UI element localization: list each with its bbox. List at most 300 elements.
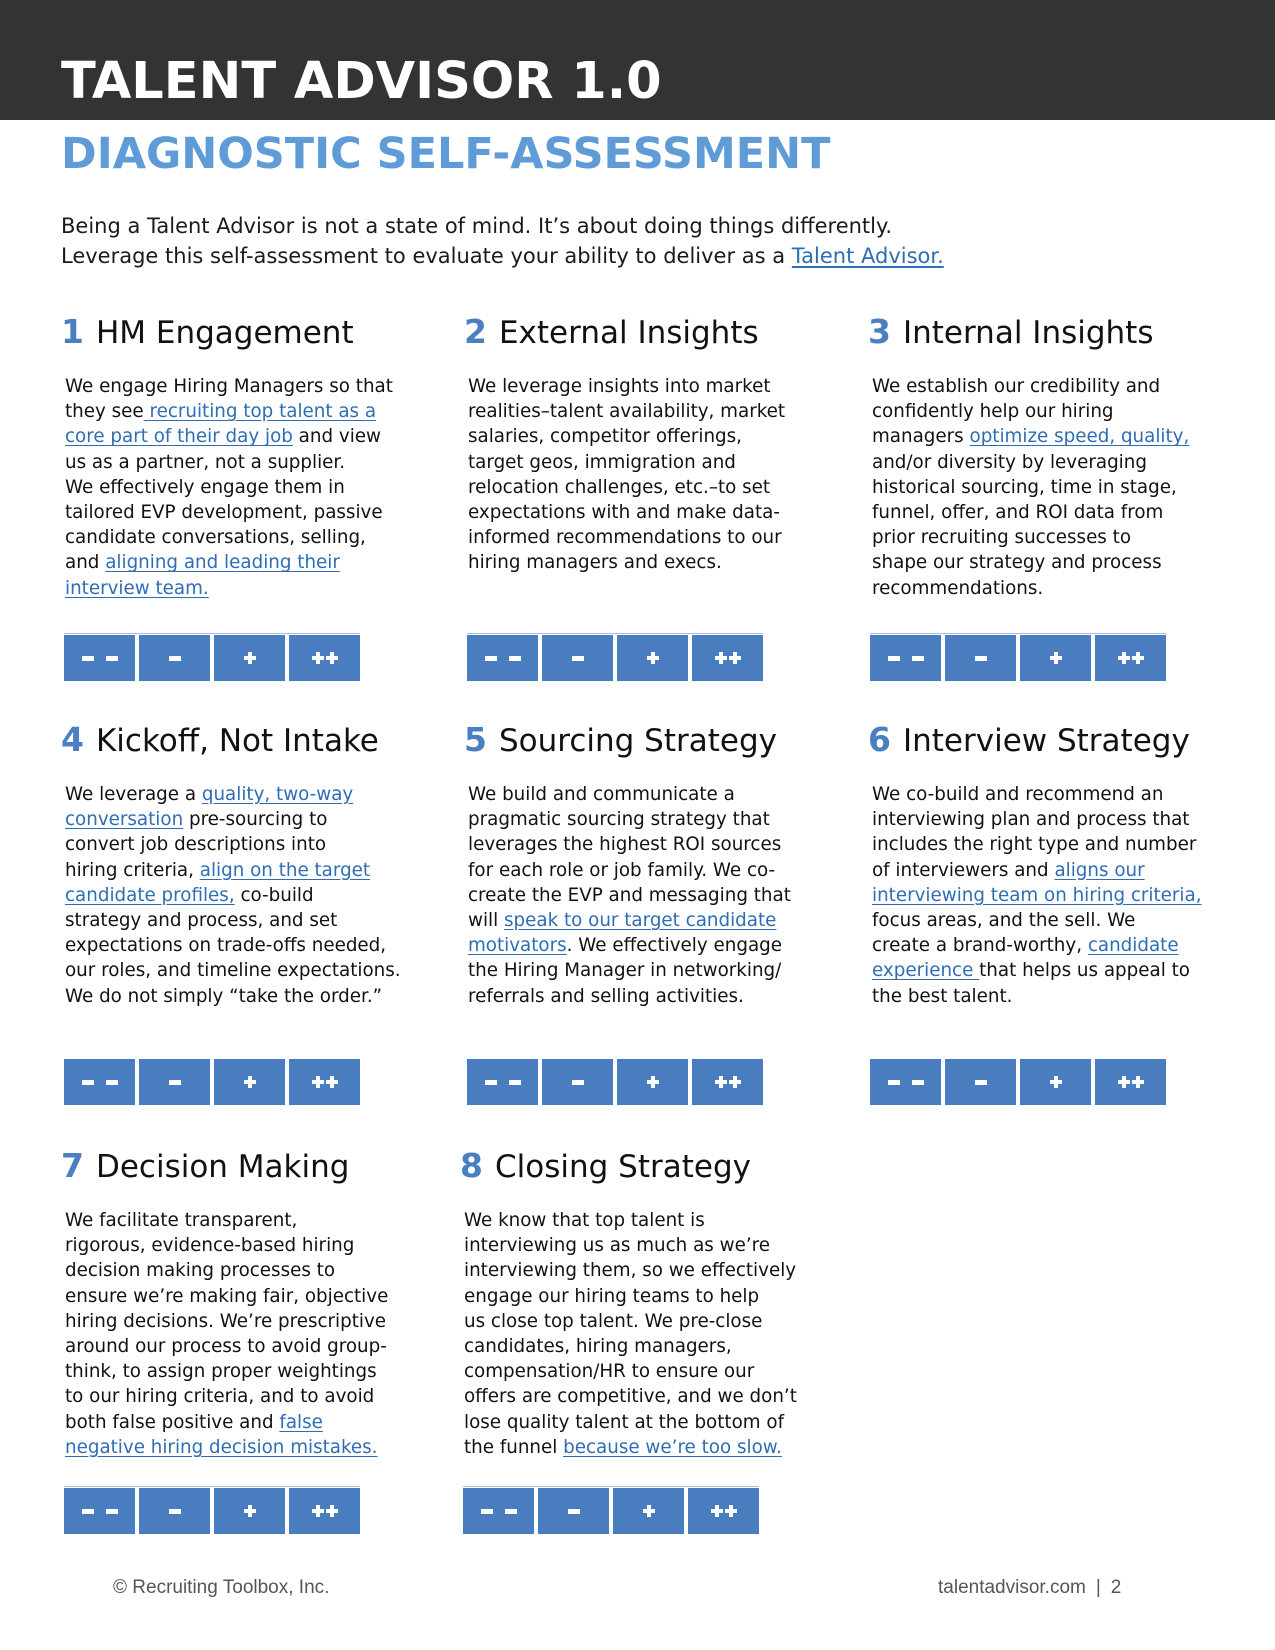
description-text: tailored EVP development, passive xyxy=(65,502,383,524)
plus-icon xyxy=(1050,652,1062,664)
inline-link[interactable]: motivators xyxy=(468,935,567,957)
description-line xyxy=(872,984,1232,1009)
description-line xyxy=(65,550,425,575)
description-text: offers are competitive, and we don’t xyxy=(464,1386,797,1408)
minus-icon xyxy=(106,1080,118,1085)
plus-icon xyxy=(643,1505,655,1517)
plus-icon xyxy=(715,652,727,664)
description-line xyxy=(468,424,828,449)
description-text: focus areas, and the sell. We xyxy=(872,910,1136,932)
description-line xyxy=(468,933,828,958)
section-card-6 xyxy=(868,720,1238,1007)
description-line xyxy=(464,1359,824,1384)
description-text: historical sourcing, time in stage, xyxy=(872,476,1177,498)
description-text: prior recruiting successes to xyxy=(872,527,1131,549)
section-heading xyxy=(868,720,1238,764)
description-line xyxy=(464,1334,824,1359)
description-text: We co-build and recommend an xyxy=(872,784,1164,805)
description-line xyxy=(65,858,425,883)
minus-icon xyxy=(82,1080,94,1085)
description-line xyxy=(872,908,1232,933)
description-text: interviewing them, so we effectively xyxy=(464,1260,797,1282)
minus-icon xyxy=(888,1080,900,1085)
section-number: 8 xyxy=(460,1146,483,1185)
description-line xyxy=(65,782,425,807)
plus-icon xyxy=(1050,1076,1062,1088)
intro-text xyxy=(61,211,1161,271)
description-line xyxy=(872,933,1232,958)
minus-icon xyxy=(82,656,94,661)
description-line xyxy=(65,374,425,399)
section-title: Interview Strategy xyxy=(902,723,1190,759)
section-card-3 xyxy=(868,312,1238,599)
minus-icon xyxy=(572,656,584,661)
minus-icon xyxy=(509,1080,521,1085)
rating-row-8 xyxy=(463,1486,759,1534)
description-text: We engage Hiring Managers so that xyxy=(65,376,393,397)
inline-link[interactable]: experience xyxy=(872,960,980,982)
rating-row-7 xyxy=(64,1486,360,1534)
description-text: hiring criteria, xyxy=(65,859,200,881)
description-line xyxy=(65,1284,425,1309)
description-line xyxy=(872,832,1232,857)
description-line xyxy=(464,1284,824,1309)
description-line xyxy=(65,1334,425,1359)
description-line xyxy=(468,399,828,424)
description-text: relocation challenges, etc.–to set xyxy=(468,476,771,498)
inline-link[interactable]: align on the target xyxy=(199,859,371,881)
plus-icon xyxy=(711,1505,723,1517)
description-text: us as a partner, not a supplier. xyxy=(65,451,346,473)
disagree-button[interactable] xyxy=(542,635,613,681)
description-line xyxy=(65,500,425,525)
section-card-4 xyxy=(61,720,431,1007)
section-number: 1 xyxy=(61,312,84,351)
description-line xyxy=(464,1208,824,1233)
description-line xyxy=(872,374,1232,399)
inline-link[interactable]: recruiting top talent as a xyxy=(143,401,377,423)
plus-icon xyxy=(1118,652,1130,664)
description-text: We build and communicate a xyxy=(468,784,735,805)
description-line xyxy=(464,1410,824,1435)
rating-row-4 xyxy=(64,1059,360,1105)
description-text: pragmatic sourcing strategy that xyxy=(468,809,770,831)
description-text: leverages the highest ROI sources xyxy=(468,834,782,856)
minus-icon xyxy=(481,1509,493,1514)
intro-line-2 xyxy=(61,241,1161,271)
description-text: the best talent. xyxy=(872,985,1013,1007)
intro-line-1: Being a Talent Advisor is not a state of mind. It’s about doing things differently. xyxy=(61,214,893,238)
section-number: 5 xyxy=(464,720,487,759)
section-title: HM Engagement xyxy=(95,315,354,351)
description-line xyxy=(468,500,828,525)
description-line xyxy=(65,1233,425,1258)
inline-link[interactable]: aligning and leading their xyxy=(105,552,340,574)
description-line xyxy=(872,424,1232,449)
description-line xyxy=(65,1309,425,1334)
description-text: the Hiring Manager in networking/ xyxy=(468,960,782,982)
strongly-disagree-button[interactable] xyxy=(467,635,538,681)
inline-link[interactable]: aligns our xyxy=(1054,859,1145,881)
description-line xyxy=(468,475,828,500)
description-text: We leverage insights into market xyxy=(468,376,771,397)
description-text: candidate conversations, selling, xyxy=(65,527,366,549)
section-number: 2 xyxy=(464,312,487,351)
description-line xyxy=(464,1258,824,1283)
description-text: to our hiring criteria, and to avoid xyxy=(65,1386,375,1408)
minus-icon xyxy=(485,1080,497,1085)
section-title: Closing Strategy xyxy=(494,1149,751,1185)
description-line xyxy=(65,525,425,550)
disagree-button[interactable] xyxy=(945,635,1016,681)
minus-icon xyxy=(975,656,987,661)
rating-row-2 xyxy=(467,633,763,681)
description-text: lose quality talent at the bottom of xyxy=(464,1411,785,1433)
section-heading xyxy=(61,312,431,356)
section-heading xyxy=(61,720,431,764)
description-line xyxy=(65,1410,425,1435)
description-text: and view xyxy=(292,426,381,448)
plus-icon xyxy=(1132,652,1144,664)
description-text: create a brand-worthy, xyxy=(872,935,1088,957)
description-text: We know that top talent is xyxy=(464,1210,705,1231)
description-line xyxy=(65,475,425,500)
description-line xyxy=(65,576,425,601)
description-text: both false positive and xyxy=(65,1411,280,1433)
description-text: . We effectively engage xyxy=(566,935,782,957)
strongly-agree-button[interactable] xyxy=(692,1059,763,1105)
description-line xyxy=(65,883,425,908)
description-line xyxy=(872,576,1232,601)
strongly-disagree-button[interactable] xyxy=(64,1488,135,1534)
disagree-button[interactable] xyxy=(139,1488,210,1534)
description-text: that helps us appeal to xyxy=(979,960,1190,982)
description-text: interviewing us as much as we’re xyxy=(464,1235,770,1257)
strongly-agree-button[interactable] xyxy=(289,1059,360,1105)
description-line xyxy=(65,908,425,933)
description-line xyxy=(65,958,425,983)
rating-row-5 xyxy=(467,1059,763,1105)
plus-icon xyxy=(312,652,324,664)
description-line xyxy=(468,908,828,933)
strongly-disagree-button[interactable] xyxy=(870,1059,941,1105)
description-line xyxy=(872,958,1232,983)
minus-icon xyxy=(106,656,118,661)
plus-icon xyxy=(715,1076,727,1088)
section-description xyxy=(464,1208,824,1460)
footer-copyright: © Recruiting Toolbox, Inc. xyxy=(113,1577,330,1598)
strongly-agree-button[interactable] xyxy=(289,1488,360,1534)
description-text: We leverage a xyxy=(65,784,202,805)
description-text: interviewing plan and process that xyxy=(872,809,1190,831)
description-text: realities–talent availability, market xyxy=(468,401,786,423)
description-line xyxy=(464,1309,824,1334)
description-text: expectations on trade-offs needed, xyxy=(65,935,387,957)
rating-row-1 xyxy=(64,633,360,681)
inline-link[interactable]: candidate xyxy=(1087,935,1179,957)
intro-line-2-text: Leverage this self-assessment to evaluate your ability to deliver as a xyxy=(61,244,792,268)
description-line xyxy=(468,525,828,550)
description-text: compensation/HR to ensure our xyxy=(464,1361,755,1383)
plus-icon xyxy=(729,652,741,664)
description-text: We facilitate transparent, xyxy=(65,1210,298,1231)
plus-icon xyxy=(312,1076,324,1088)
section-card-1 xyxy=(61,312,431,599)
description-text: pre-sourcing to xyxy=(183,809,328,831)
description-line xyxy=(65,424,425,449)
description-text: candidates, hiring managers, xyxy=(464,1336,732,1358)
description-text: decision making processes to xyxy=(65,1260,336,1282)
description-text: co-build xyxy=(234,884,314,906)
description-text: confidently help our hiring xyxy=(872,401,1114,423)
description-text: shape our strategy and process xyxy=(872,552,1162,574)
minus-icon xyxy=(505,1509,517,1514)
description-text: strategy and process, and set xyxy=(65,910,338,932)
footer-separator: | xyxy=(1095,1577,1101,1598)
inline-link[interactable]: candidate profiles, xyxy=(65,884,235,906)
description-line xyxy=(464,1233,824,1258)
description-text: includes the right type and number xyxy=(872,834,1197,856)
minus-icon xyxy=(572,1080,584,1085)
rating-row-6 xyxy=(870,1059,1166,1105)
inline-link[interactable]: because we’re too slow. xyxy=(563,1436,782,1458)
minus-icon xyxy=(888,656,900,661)
description-line xyxy=(468,858,828,883)
description-line xyxy=(872,807,1232,832)
description-text: and/or diversity by leveraging xyxy=(872,451,1147,473)
agree-button[interactable] xyxy=(613,1488,684,1534)
description-text: us close top talent. We pre-close xyxy=(464,1310,763,1332)
agree-button[interactable] xyxy=(214,635,285,681)
section-description xyxy=(468,374,828,576)
minus-icon xyxy=(485,656,497,661)
description-line xyxy=(468,450,828,475)
description-line xyxy=(468,550,828,575)
plus-icon xyxy=(1132,1076,1144,1088)
disagree-button[interactable] xyxy=(945,1059,1016,1105)
plus-icon xyxy=(647,652,659,664)
plus-icon xyxy=(729,1076,741,1088)
description-text: for each role or job family. We co- xyxy=(468,859,776,881)
strongly-disagree-button[interactable] xyxy=(870,635,941,681)
minus-icon xyxy=(169,1509,181,1514)
description-text: managers xyxy=(872,426,970,448)
inline-link[interactable]: quality, two-way xyxy=(201,784,354,805)
page-number: 2 xyxy=(1110,1577,1122,1598)
description-line xyxy=(65,1384,425,1409)
description-line xyxy=(872,475,1232,500)
section-title: Decision Making xyxy=(95,1149,350,1185)
description-text: informed recommendations to our xyxy=(468,527,782,549)
disagree-button[interactable] xyxy=(139,1059,210,1105)
strongly-agree-button[interactable] xyxy=(688,1488,759,1534)
plus-icon xyxy=(647,1076,659,1088)
description-line xyxy=(872,883,1232,908)
section-title: Internal Insights xyxy=(902,315,1154,351)
description-line xyxy=(65,1258,425,1283)
minus-icon xyxy=(912,1080,924,1085)
disagree-button[interactable] xyxy=(542,1059,613,1105)
inline-link[interactable]: conversation xyxy=(65,809,184,831)
description-text: funnel, offer, and ROI data from xyxy=(872,502,1164,524)
description-text: around our process to avoid group- xyxy=(65,1336,387,1358)
disagree-button[interactable] xyxy=(139,635,210,681)
description-text: they see xyxy=(65,401,144,423)
section-description xyxy=(65,1208,425,1460)
description-text: ensure we’re making fair, objective xyxy=(65,1285,389,1307)
plus-icon xyxy=(244,652,256,664)
strongly-agree-button[interactable] xyxy=(1095,1059,1166,1105)
plus-icon xyxy=(1118,1076,1130,1088)
strongly-agree-button[interactable] xyxy=(692,635,763,681)
minus-icon xyxy=(169,656,181,661)
section-card-7 xyxy=(61,1146,431,1458)
description-line xyxy=(65,832,425,857)
description-line xyxy=(468,958,828,983)
agree-button[interactable] xyxy=(214,1059,285,1105)
description-line xyxy=(872,399,1232,424)
description-text: referrals and selling activities. xyxy=(468,985,744,1007)
description-line xyxy=(872,525,1232,550)
agree-button[interactable] xyxy=(617,1059,688,1105)
minus-icon xyxy=(106,1509,118,1514)
description-line xyxy=(468,984,828,1009)
description-line xyxy=(65,1435,425,1460)
description-line xyxy=(65,933,425,958)
description-text: the funnel xyxy=(464,1436,564,1458)
description-text: think, to assign proper weightings xyxy=(65,1361,377,1383)
plus-icon xyxy=(326,1076,338,1088)
description-text: will xyxy=(468,910,505,932)
section-heading xyxy=(61,1146,431,1190)
strongly-disagree-button[interactable] xyxy=(64,635,135,681)
description-line xyxy=(872,550,1232,575)
minus-icon xyxy=(975,1080,987,1085)
strongly-agree-button[interactable] xyxy=(1095,635,1166,681)
plus-icon xyxy=(244,1076,256,1088)
description-text: target geos, immigration and xyxy=(468,451,736,473)
inline-link[interactable]: optimize speed, quality, xyxy=(969,426,1190,448)
agree-button[interactable] xyxy=(214,1488,285,1534)
page-title: TALENT ADVISOR 1.0 xyxy=(61,52,662,111)
plus-icon xyxy=(326,652,338,664)
description-text: We do not simply “take the order.” xyxy=(65,985,383,1007)
description-line xyxy=(872,500,1232,525)
section-heading xyxy=(460,1146,830,1190)
description-text: recommendations. xyxy=(872,577,1044,599)
strongly-disagree-button[interactable] xyxy=(463,1488,534,1534)
section-heading xyxy=(464,312,834,356)
description-text: of interviewers and xyxy=(872,859,1055,881)
section-card-2 xyxy=(464,312,834,574)
description-line xyxy=(872,450,1232,475)
plus-icon xyxy=(326,1505,338,1517)
minus-icon xyxy=(509,656,521,661)
description-text: our roles, and timeline expectations. xyxy=(65,960,401,982)
section-number: 7 xyxy=(61,1146,84,1185)
rating-row-3 xyxy=(870,633,1166,681)
plus-icon xyxy=(312,1505,324,1517)
section-number: 3 xyxy=(868,312,891,351)
inline-link[interactable]: false xyxy=(279,1411,323,1433)
talent-advisor-link[interactable]: Talent Advisor. xyxy=(791,244,944,268)
section-description xyxy=(872,782,1232,1009)
minus-icon xyxy=(568,1509,580,1514)
minus-icon xyxy=(912,656,924,661)
description-text: create the EVP and messaging that xyxy=(468,884,791,906)
description-line xyxy=(65,399,425,424)
section-number: 6 xyxy=(868,720,891,759)
section-description xyxy=(65,374,425,601)
minus-icon xyxy=(169,1080,181,1085)
agree-button[interactable] xyxy=(1020,1059,1091,1105)
section-description xyxy=(468,782,828,1009)
section-card-5 xyxy=(464,720,834,1007)
description-text: engage our hiring teams to help xyxy=(464,1285,760,1307)
description-line xyxy=(65,1208,425,1233)
description-text: We effectively engage them in xyxy=(65,476,345,498)
description-text: hiring managers and execs. xyxy=(468,552,722,574)
description-text: hiring decisions. We’re prescriptive xyxy=(65,1310,387,1332)
strongly-agree-button[interactable] xyxy=(289,635,360,681)
agree-button[interactable] xyxy=(617,635,688,681)
section-title: Kickoff, Not Intake xyxy=(95,723,379,759)
inline-link[interactable]: interview team. xyxy=(65,577,209,599)
strongly-disagree-button[interactable] xyxy=(467,1059,538,1105)
description-text: expectations with and make data- xyxy=(468,502,780,524)
footer-website-link[interactable]: talentadvisor.com xyxy=(938,1577,1086,1598)
inline-link[interactable]: core part of their day job xyxy=(65,426,293,448)
description-line xyxy=(468,883,828,908)
description-line xyxy=(872,858,1232,883)
inline-link[interactable]: negative hiring decision mistakes. xyxy=(65,1436,378,1458)
description-line xyxy=(464,1435,824,1460)
agree-button[interactable] xyxy=(1020,635,1091,681)
strongly-disagree-button[interactable] xyxy=(64,1059,135,1105)
description-line xyxy=(464,1384,824,1409)
description-line xyxy=(872,782,1232,807)
inline-link[interactable]: speak to our target candidate xyxy=(504,910,777,932)
section-card-8 xyxy=(460,1146,830,1458)
description-line xyxy=(468,782,828,807)
inline-link[interactable]: interviewing team on hiring criteria, xyxy=(872,884,1202,906)
description-text: rigorous, evidence-based hiring xyxy=(65,1235,355,1257)
description-text: salaries, competitor offerings, xyxy=(468,426,742,448)
description-line xyxy=(468,374,828,399)
section-heading xyxy=(868,312,1238,356)
description-line xyxy=(65,984,425,1009)
description-line xyxy=(65,1359,425,1384)
description-line xyxy=(65,450,425,475)
description-line xyxy=(468,832,828,857)
section-number: 4 xyxy=(61,720,84,759)
page-subtitle: DIAGNOSTIC SELF-ASSESSMENT xyxy=(61,129,831,179)
plus-icon xyxy=(244,1505,256,1517)
minus-icon xyxy=(82,1509,94,1514)
section-title: Sourcing Strategy xyxy=(498,723,777,759)
plus-icon xyxy=(725,1505,737,1517)
section-title: External Insights xyxy=(498,315,759,351)
description-text: and xyxy=(65,552,106,574)
footer-right xyxy=(938,1577,1121,1599)
section-description xyxy=(65,782,425,1009)
description-text: convert job descriptions into xyxy=(65,834,327,856)
section-heading xyxy=(464,720,834,764)
section-description xyxy=(872,374,1232,601)
description-line xyxy=(468,807,828,832)
disagree-button[interactable] xyxy=(538,1488,609,1534)
description-text: We establish our credibility and xyxy=(872,376,1161,397)
